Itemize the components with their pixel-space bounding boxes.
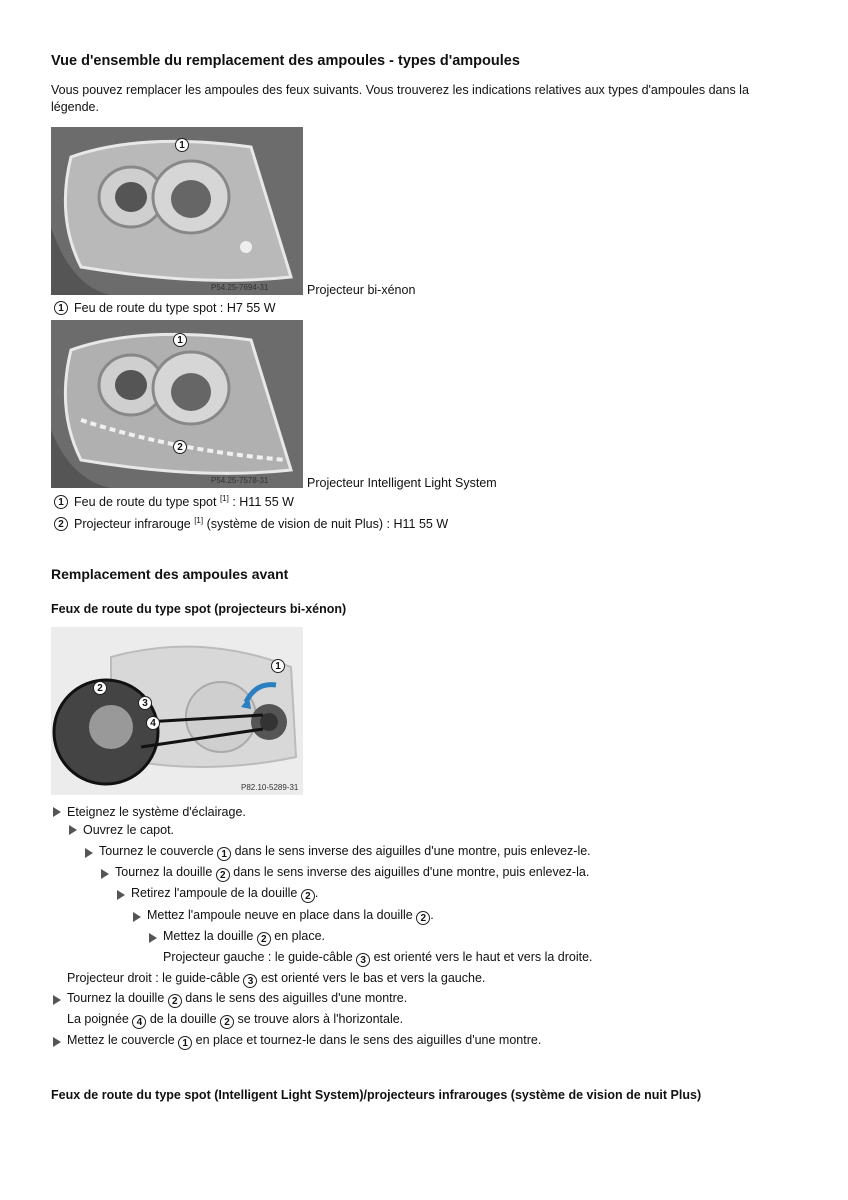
instruction-note xyxy=(67,971,485,988)
step-arrow-icon xyxy=(149,933,157,943)
ref-number: 1 xyxy=(178,1036,192,1050)
step-text: Projecteur droit : le guide-câble 3 est orienté vers le bas et vers la gauche. xyxy=(67,971,486,987)
step-text: Projecteur gauche : le guide-câble 3 est orienté vers le haut et vers la droite. xyxy=(163,950,593,966)
headlight-bixenon-image xyxy=(51,127,303,295)
step-arrow-icon xyxy=(85,848,93,858)
instruction-step xyxy=(149,929,325,946)
step-arrow-icon xyxy=(69,825,77,835)
legend-item xyxy=(54,494,294,509)
step-arrow-icon xyxy=(133,912,141,922)
ref-number: 3 xyxy=(356,953,370,967)
marker-3: 3 xyxy=(138,696,152,710)
marker-2: 2 xyxy=(173,440,187,454)
ref-number: 2 xyxy=(216,868,230,882)
marker-1: 1 xyxy=(173,333,187,347)
step-arrow-icon xyxy=(53,807,61,817)
step-text: Retirez l'ampoule de la douille 2 . xyxy=(131,886,319,902)
legend-number: 2 xyxy=(54,517,68,531)
headlight-ils-image xyxy=(51,320,303,488)
step-text: Mettez l'ampoule neuve en place dans la douille 2 . xyxy=(147,908,434,924)
ref-number: 3 xyxy=(243,974,257,988)
instruction-step xyxy=(85,844,591,861)
step-text: La poignée 4 de la douille 2 se trouve alors à l'horizontale. xyxy=(67,1012,404,1028)
bulb-replacement-drawing xyxy=(51,627,303,795)
instruction-step xyxy=(53,1033,541,1050)
ref-number: 2 xyxy=(301,889,315,903)
legend-item xyxy=(54,516,448,531)
figure-code: P54.25-7578-31 xyxy=(211,476,269,485)
ref-number: 1 xyxy=(217,847,231,861)
instruction-step xyxy=(53,805,246,819)
step-text: Tournez la douille 2 dans le sens inverse des aiguilles d'une montre, puis enlevez-la. xyxy=(115,865,590,881)
headlight-bixenon-drawing xyxy=(51,127,303,295)
page-title: Vue d'ensemble du remplacement des ampoules - types d'ampoules xyxy=(51,53,520,69)
section-heading: Remplacement des ampoules avant xyxy=(51,566,289,582)
step-text: Eteignez le système d'éclairage. xyxy=(67,805,246,819)
instruction-step xyxy=(69,823,174,837)
intro-paragraph: Vous pouvez remplacer les ampoules des feux suivants. Vous trouverez les indications relatives aux types d'ampoules dans la légende. xyxy=(51,83,749,114)
legend-text: Projecteur infrarouge [1] (système de vision de nuit Plus) : H11 55 W xyxy=(74,516,449,532)
legend-number: 1 xyxy=(54,301,68,315)
step-text: Tournez le couvercle 1 dans le sens inverse des aiguilles d'une montre, puis enlevez-le. xyxy=(99,844,591,860)
legend-text: Feu de route du type spot [1] : H11 55 W xyxy=(74,494,294,510)
legend-number: 1 xyxy=(54,495,68,509)
marker-2: 2 xyxy=(93,681,107,695)
legend-item xyxy=(54,301,276,315)
instruction-note xyxy=(163,950,593,967)
instruction-step xyxy=(101,865,589,882)
instruction-step xyxy=(53,991,407,1008)
legend-text: Feu de route du type spot : H7 55 W xyxy=(74,301,276,315)
ref-number: 4 xyxy=(132,1015,146,1029)
step-arrow-icon xyxy=(53,1037,61,1047)
step-arrow-icon xyxy=(101,869,109,879)
ref-number: 2 xyxy=(168,994,182,1008)
step-text: Mettez la douille 2 en place. xyxy=(163,929,326,945)
step-text: Mettez le couvercle 1 en place et tournez-le dans le sens des aiguilles d'une montre. xyxy=(67,1033,542,1049)
marker-1: 1 xyxy=(271,659,285,673)
marker-4: 4 xyxy=(146,716,160,730)
marker-1: 1 xyxy=(175,138,189,152)
subsection-heading: Feux de route du type spot (Intelligent Light System)/projecteurs infrarouges (système de vision de nuit Plus) xyxy=(51,1088,702,1102)
figure-caption: Projecteur Intelligent Light System xyxy=(307,476,497,490)
ref-number: 2 xyxy=(220,1015,234,1029)
ref-number: 2 xyxy=(416,911,430,925)
instruction-step xyxy=(117,886,318,903)
figure-caption: Projecteur bi-xénon xyxy=(307,283,416,297)
step-arrow-icon xyxy=(53,995,61,1005)
instruction-note xyxy=(67,1012,403,1029)
figure-code: P54.25-7694-31 xyxy=(211,283,269,292)
step-text: Tournez la douille 2 dans le sens des aiguilles d'une montre. xyxy=(67,991,408,1007)
bulb-replacement-image xyxy=(51,627,303,795)
step-arrow-icon xyxy=(117,890,125,900)
step-text: Ouvrez le capot. xyxy=(83,823,175,837)
figure-code: P82.10-5289-31 xyxy=(241,783,299,792)
subsection-heading: Feux de route du type spot (projecteurs bi-xénon) xyxy=(51,602,347,616)
instruction-step xyxy=(133,908,434,925)
ref-number: 2 xyxy=(257,932,271,946)
